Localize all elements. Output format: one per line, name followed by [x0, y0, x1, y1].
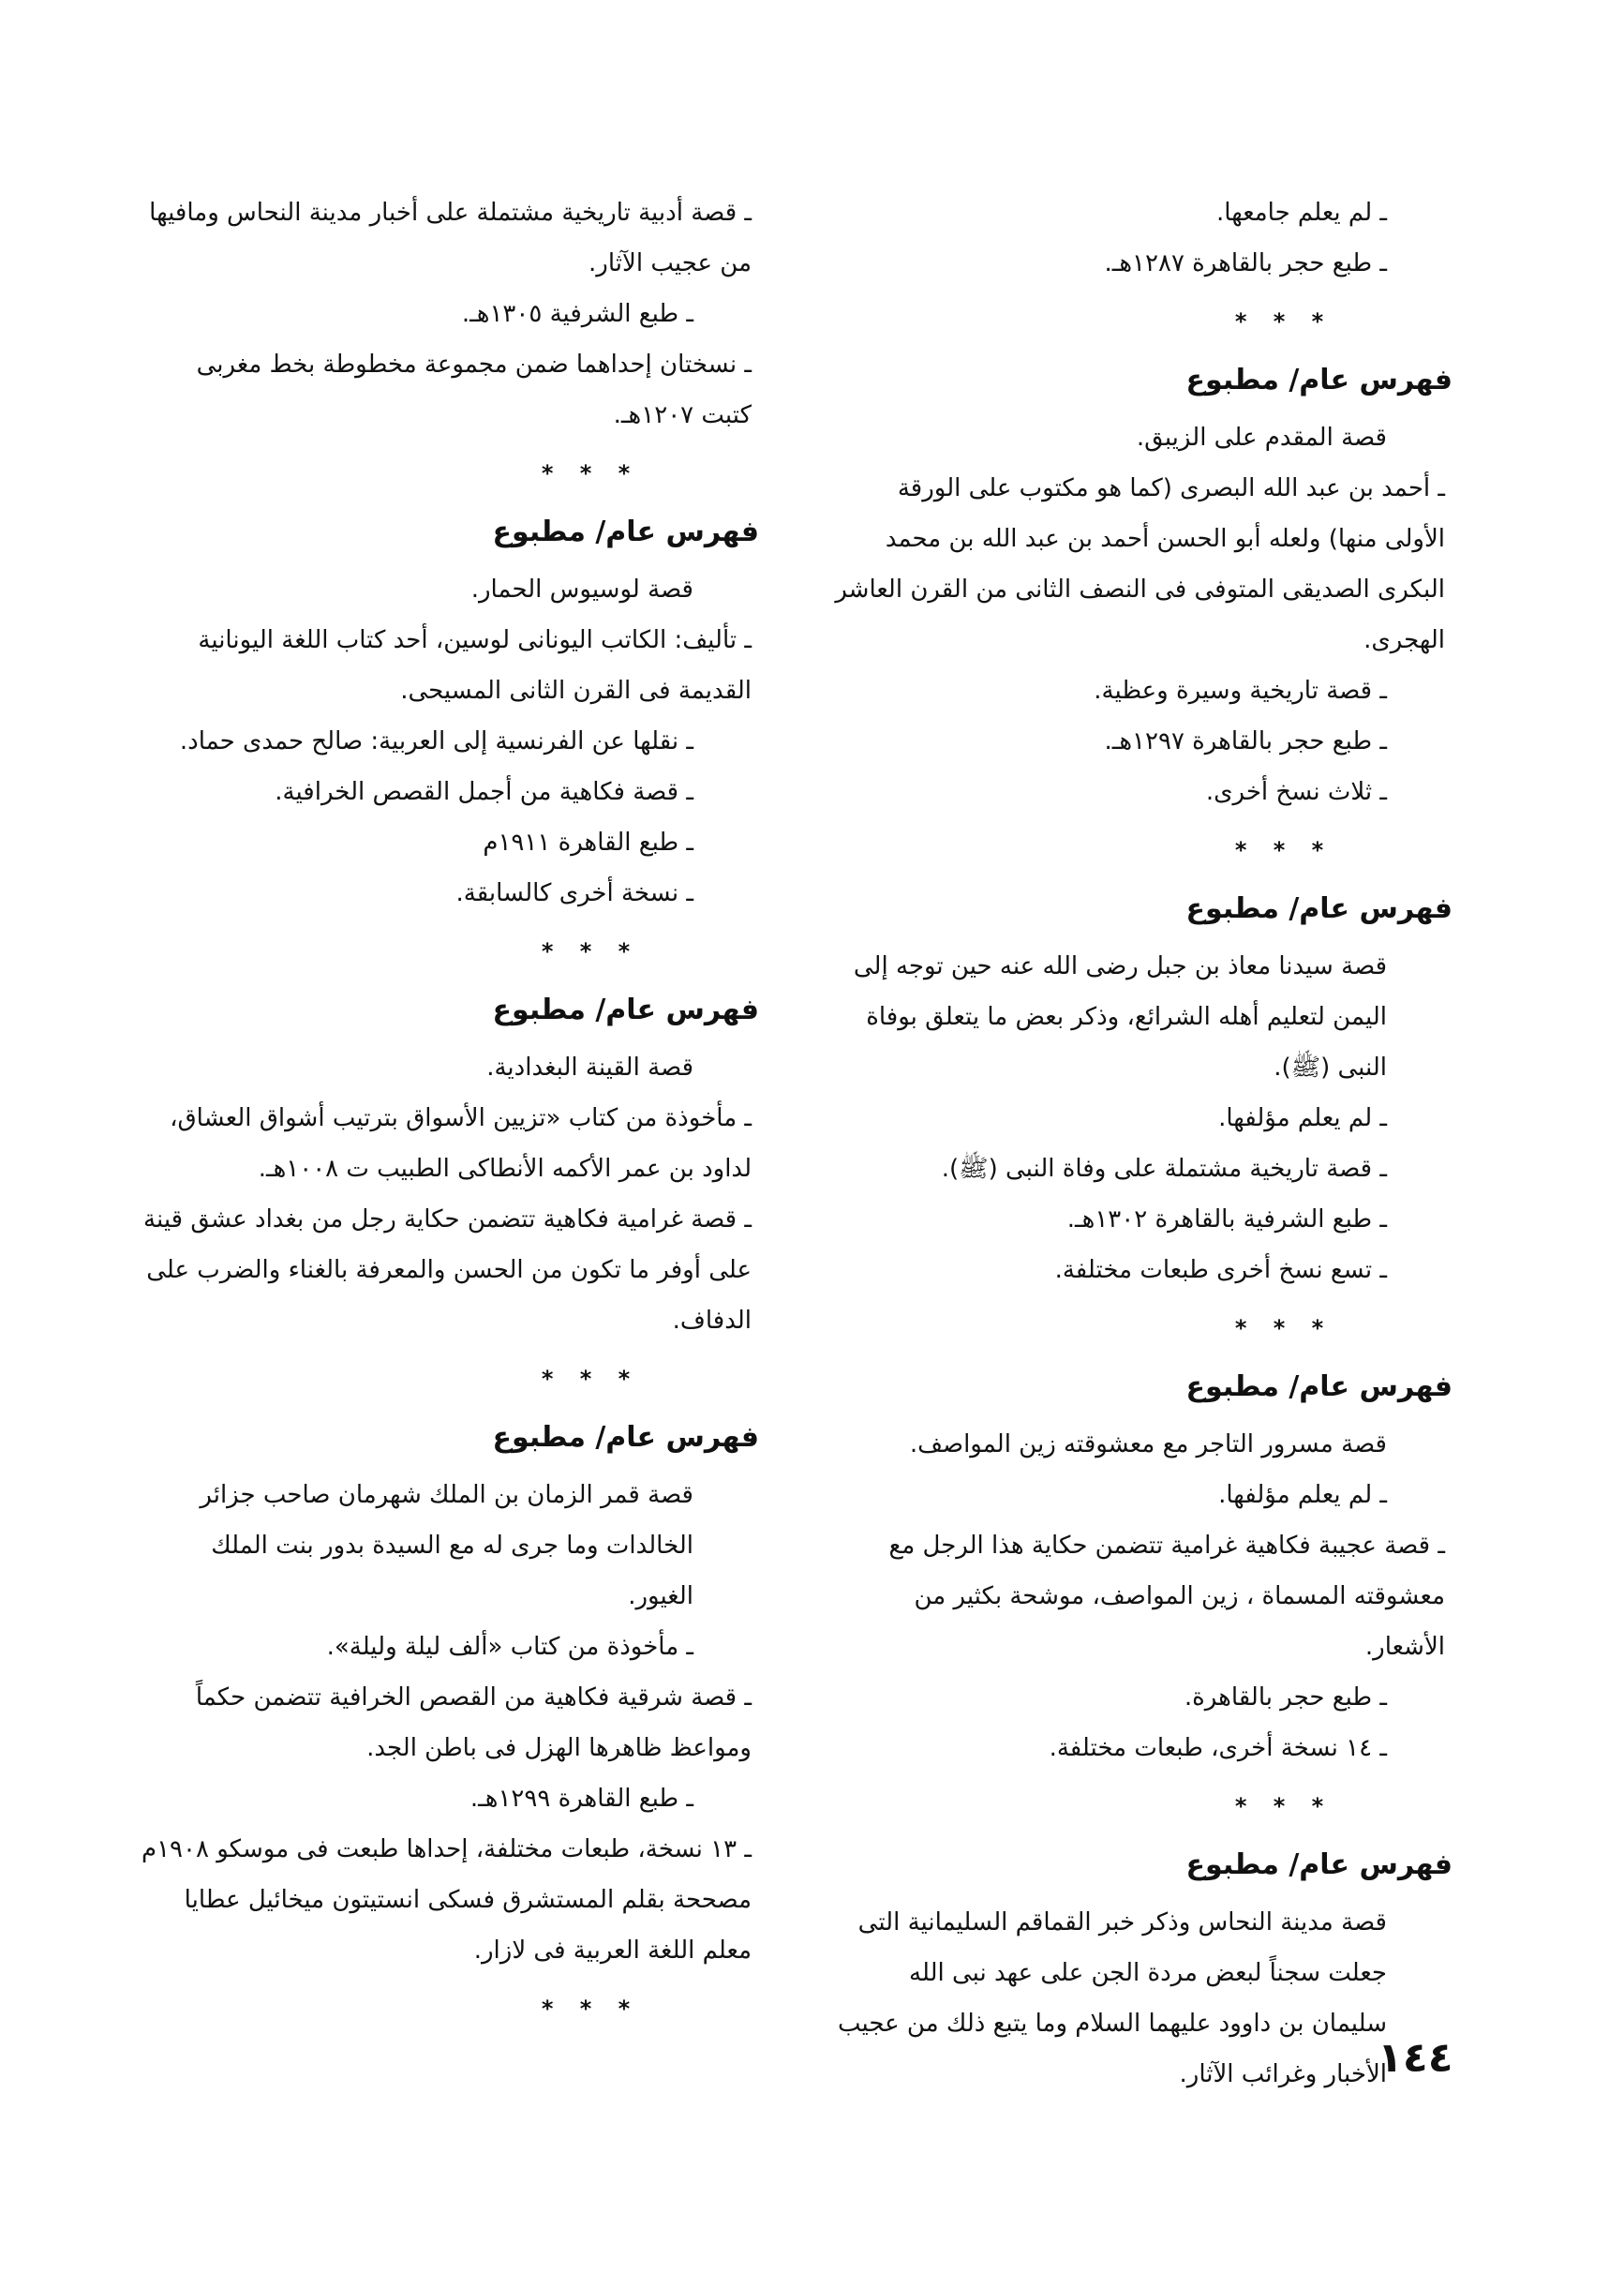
catalog-entry	[834, 354, 1453, 817]
catalog-entry	[141, 984, 759, 1346]
section-separator: * * *	[1234, 1315, 1333, 1341]
entry-item: ـ طبع الشرفية ١٣٠٥هـ.	[461, 300, 693, 328]
entry-title: قصة قمر الزمان بن الملك شهرمان صاحب جزائر الخالدات وما جرى له مع السيدة بدور بنت الملك الغيور.	[200, 1481, 693, 1610]
entry-title: قصة سيدنا معاذ بن جبل رضى الله عنه حين توجه إلى اليمن لتعليم أهله الشرائع، وذكر بعض ما يتعلق بوفاة النبى (ﷺ).	[853, 952, 1387, 1082]
entry-item: ـ لم يعلم مؤلفها.	[1218, 1104, 1387, 1132]
entry-title: قصة المقدم على الزيبق.	[1136, 424, 1387, 452]
section-separator: * * *	[541, 1366, 640, 1392]
entry-item: ـ قصة عجيبة فكاهية غرامية تتضمن حكاية هذا الرجل مع معشوقته المسماة ، زين المواصف، موشحة بكثير من الأشعار.	[888, 1532, 1445, 1661]
page-number: ١٤٤	[1378, 2034, 1453, 2082]
entry-item: ـ مأخوذة من كتاب «تزيين الأسواق بترتيب أشواق العشاق، لداود بن عمر الأكمه الأنطاكى الطبيب ت ١٠٠٨هـ.	[170, 1104, 752, 1183]
entry-item: ـ طبع حجر بالقاهرة ١٢٩٧هـ.	[1104, 727, 1387, 755]
entry-heading: فهرس عام/ مطبوع	[492, 516, 759, 548]
entry-item: ـ قصة شرقية فكاهية من القصص الخرافية تتضمن حكماً ومواعظ ظاهرها الهزل فى باطن الجد.	[195, 1683, 752, 1762]
entry-item: ـ نقلها عن الفرنسية إلى العربية: صالح حمدى حماد.	[179, 727, 693, 755]
entry-item: ـ قصة تاريخية مشتملة على وفاة النبى (ﷺ).	[941, 1155, 1387, 1183]
entry-title: قصة لوسيوس الحمار.	[470, 576, 693, 604]
entry-title: قصة القينة البغدادية.	[486, 1054, 693, 1082]
entry-item: ـ قصة غرامية فكاهية تتضمن حكاية رجل من بغداد عشق قينة على أوفر ما تكون من الحسن والمعرفة بالغناء والضرب على الدفاف.	[143, 1205, 752, 1335]
entry-item: ـ ١٤ نسخة أخرى، طبعات مختلفة.	[1049, 1734, 1387, 1762]
entry-item: ـ نسختان إحداهما ضمن مجموعة مخطوطة بخط مغربى كتبت ١٢٠٧هـ.	[196, 351, 752, 429]
section-separator: * * *	[541, 1996, 640, 2022]
entry-item: ـ طبع حجر بالقاهرة ١٢٨٧هـ.	[1104, 249, 1387, 277]
catalog-entry	[834, 1839, 1453, 2100]
entry-item: ـ طبع القاهرة ١٢٩٩هـ.	[469, 1785, 693, 1813]
catalog-entry	[834, 1361, 1453, 1773]
entry-item: ـ نسخة أخرى كالسابقة.	[455, 879, 693, 907]
entry-item: ـ تأليف: الكاتب اليونانى لوسين، أحد كتاب اللغة اليونانية القديمة فى القرن الثانى المسيحى.	[198, 626, 752, 705]
entry-title: قصة مسرور التاجر مع معشوقته زين المواصف.	[909, 1430, 1387, 1458]
entry-continuation	[834, 187, 1453, 289]
entry-title: قصة مدينة النحاس وذكر خبر القماقم السليمانية التى جعلت سجناً لبعض مردة الجن على عهد نبى الله سليمان بن داوود عليهما السلام وما يتبع ذلك من عجيب الأخبار وغرائب الآثار.	[837, 1908, 1387, 2088]
entry-heading: فهرس عام/ مطبوع	[492, 1421, 759, 1454]
section-separator: * * *	[1234, 837, 1333, 863]
entry-heading: فهرس عام/ مطبوع	[1185, 1848, 1453, 1881]
entry-heading: فهرس عام/ مطبوع	[1185, 1370, 1453, 1403]
entry-item: ـ مأخوذة من كتاب «ألف ليلة وليلة».	[326, 1633, 693, 1661]
catalog-entry	[141, 506, 759, 919]
entry-heading: فهرس عام/ مطبوع	[1185, 364, 1453, 396]
entry-item: ـ لم يعلم مؤلفها.	[1218, 1481, 1387, 1509]
entry-item: ـ ثلاث نسخ أخرى.	[1205, 778, 1387, 806]
entry-heading: فهرس عام/ مطبوع	[492, 994, 759, 1026]
entry-heading: فهرس عام/ مطبوع	[1185, 892, 1453, 925]
entry-item: ـ ١٣ نسخة، طبعات مختلفة، إحداها طبعت فى موسكو ١٩٠٨م مصححة بقلم المستشرق فسكى انستيتون ميخائيل عطايا معلم اللغة العربية فى لازار.	[141, 1835, 752, 1965]
section-separator: * * *	[1234, 1793, 1333, 1819]
entry-item: ـ لم يعلم جامعها.	[1216, 199, 1387, 227]
right-column	[834, 187, 1453, 2100]
entry-item: ـ قصة تاريخية وسيرة وعظية.	[1094, 677, 1387, 705]
catalog-entry	[834, 883, 1453, 1295]
entry-item: ـ قصة أدبية تاريخية مشتملة على أخبار مدينة النحاس ومافيها من عجيب الآثار.	[149, 199, 752, 277]
entry-item: ـ طبع حجر بالقاهرة.	[1184, 1683, 1387, 1712]
entry-item: ـ طبع الشرفية بالقاهرة ١٣٠٢هـ.	[1066, 1205, 1387, 1234]
entry-continuation	[141, 187, 759, 441]
section-separator: * * *	[541, 938, 640, 965]
entry-item: ـ قصة فكاهية من أجمل القصص الخرافية.	[275, 778, 693, 806]
entry-item: ـ أحمد بن عبد الله البصرى (كما هو مكتوب على الورقة الأولى منها) ولعله أبو الحسن أحمد بن عبد الله بن محمد البكرى الصديقى المتوفى فى النصف الثانى من القرن العاشر الهجرى.	[835, 474, 1445, 654]
catalog-entry	[141, 1412, 759, 1976]
entry-item: ـ تسع نسخ أخرى طبعات مختلفة.	[1054, 1256, 1387, 1284]
section-separator: * * *	[1234, 308, 1333, 335]
left-column	[141, 187, 759, 2041]
section-separator: * * *	[541, 460, 640, 486]
entry-item: ـ طبع القاهرة ١٩١١م	[483, 829, 693, 857]
